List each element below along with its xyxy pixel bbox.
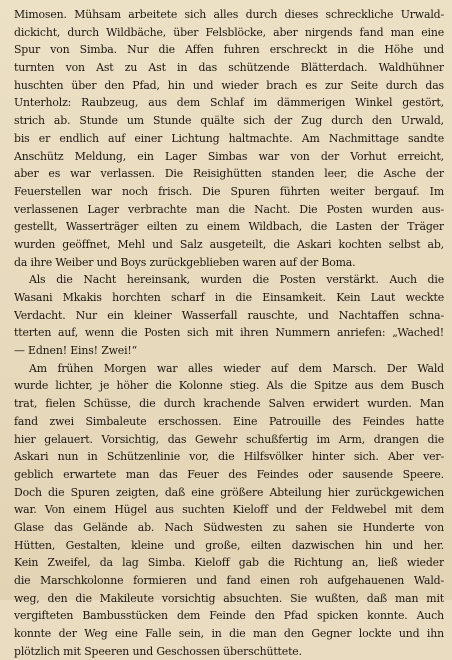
text-line: war. Von einem Hügel aus suchten Kieloff und der Feldwebel mit dem <box>14 503 444 517</box>
text-line: Am frühen Morgen war alles wieder auf dem Marsch. Der Wald <box>29 361 444 375</box>
text-line: Verdacht. Nur ein kleiner Wasserfall rauschte, und Nachtaffen schna- <box>14 308 444 322</box>
text-line: wurde lichter, je höher die Kolonne stieg. Als die Spitze aus dem Busch <box>14 379 444 393</box>
text-line: da ihre Weiber und Boys zurückgeblieben waren auf der Boma. <box>14 255 356 269</box>
text-line: Doch die Spuren zeigten, daß eine größere Abteilung hier zurückgewichen <box>14 485 444 499</box>
text-line: turnten von Ast zu Ast in das schützende Blätterdach. Waldhühner <box>14 61 444 75</box>
text-line: verlassenen Lager verbrachte man die Nacht. Die Posten wurden aus- <box>14 202 444 216</box>
text-line: hier gelauert. Vorsichtig, das Gewehr schußfertig im Arm, drangen die <box>14 432 444 446</box>
text-line: wurden geöffnet, Mehl und Salz ausgeteilt, die Askari kochten selbst ab, <box>14 237 444 251</box>
text-line: — Ednen! Eins! Zwei!“ <box>14 344 138 358</box>
text-line: tterten auf, wenn die Posten sich mit ihren Nummern anriefen: „Wached! <box>14 326 444 340</box>
text-line: Askari nun in Schützenlinie vor, die Hilfsvölker hinter sich. Aber ver- <box>14 450 444 464</box>
text-line: geblich erwartete man das Feuer des Feindes oder sausende Speere. <box>14 467 444 481</box>
text-line: Spur von Simba. Nur die Affen fuhren erschreckt in die Höhe und <box>14 43 444 57</box>
page-text-body <box>14 6 444 660</box>
text-line: die Marschkolonne formieren und fand einen roh aufgehauenen Wald- <box>14 574 444 587</box>
text-line: vergifteten Bambusstücken dem Feinde den Pfad spicken konnte. Auch <box>14 609 444 623</box>
text-line: Unterholz: Raubzeug, aus dem Schlaf im dämmerigen Winkel gestört, <box>14 96 444 110</box>
text-line: trat, fielen Schüsse, die durch krachende Salven erwidert wurden. Man <box>14 397 444 411</box>
text-line: gestellt, Wasserträger eilten zu einem Wildbach, die Lasten der Träger <box>14 220 444 234</box>
text-line: aber es war verlassen. Die Reisighütten standen leer, die Asche der <box>14 167 444 181</box>
text-line: strich ab. Stunde um Stunde quälte sich der Zug durch den Urwald, <box>14 114 444 128</box>
text-line: Mimosen. Mühsam arbeitete sich alles durch dieses schreckliche Urwald- <box>14 8 444 21</box>
text-line: Kein Zweifel, da lag Simba. Kieloff gab die Richtung an, ließ wieder <box>14 556 444 570</box>
text-line: Feuerstellen war noch frisch. Die Spuren führten weiter bergauf. Im <box>14 184 444 198</box>
text-line: dickicht, durch Wildbäche, über Felsblöcke, aber nirgends fand man eine <box>14 25 444 39</box>
text-line: Glase das Gelände ab. Nach Südwesten zu sahen sie Hunderte von <box>14 520 444 534</box>
text-line: Anschütz Meldung, ein Lager Simbas war von der Vorhut erreicht, <box>14 149 444 163</box>
text-line: Wasani Mkakis horchten scharf in die Einsamkeit. Kein Laut weckte <box>14 291 444 304</box>
text-line: Hütten, Gestalten, kleine und große, eilten dazwischen hin und her. <box>14 538 444 552</box>
text-line: bis er endlich auf einer Lichtung haltmachte. Am Nachmittage sandte <box>14 131 444 145</box>
text-line: fand zwei Simbaleute erschossen. Eine Patrouille des Feindes hatte <box>14 414 444 428</box>
text-line: plötzlich mit Speeren und Geschossen überschüttete. <box>14 644 302 658</box>
text-line: konnte der Weg eine Falle sein, in die man den Gegner lockte und ihn <box>14 627 444 641</box>
text-line: huschten über den Pfad, hin und wieder brach es zur Seite durch das <box>14 78 444 92</box>
text-line: Als die Nacht hereinsank, wurden die Posten verstärkt. Auch die <box>29 273 444 287</box>
text-line: weg, den die Makileute vorsichtig absuchten. Sie wußten, daß man mit <box>14 591 444 605</box>
